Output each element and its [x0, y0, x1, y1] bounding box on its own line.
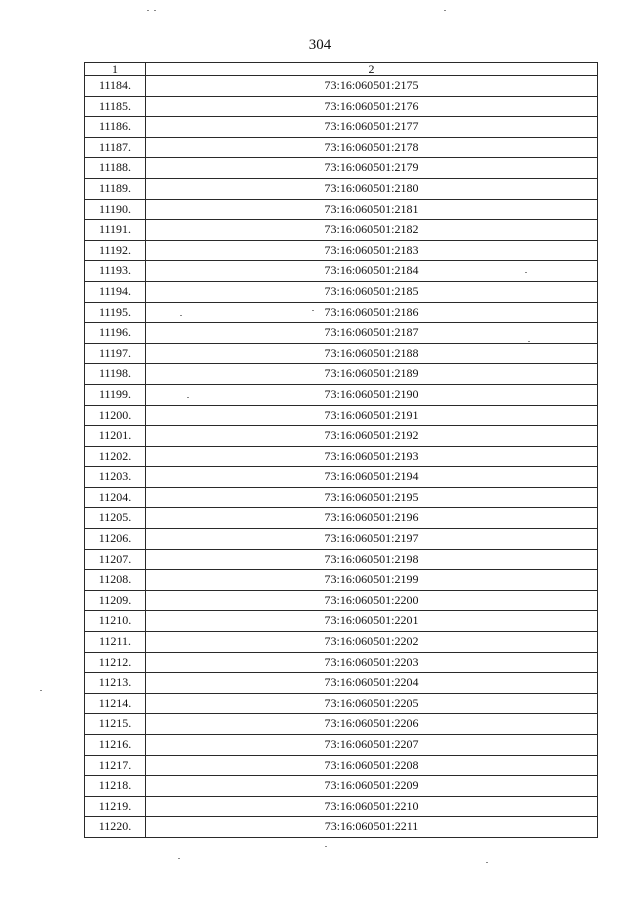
- cadastral-number: 73:16:060501:2193: [146, 446, 598, 467]
- cadastral-number: 73:16:060501:2204: [146, 673, 598, 694]
- cadastral-number: 73:16:060501:2203: [146, 652, 598, 673]
- table-row: [85, 508, 598, 529]
- cadastral-number: 73:16:060501:2190: [146, 384, 598, 405]
- table-row: [85, 611, 598, 632]
- row-index: 11190.: [85, 199, 146, 220]
- cadastral-number: 73:16:060501:2188: [146, 343, 598, 364]
- row-index: 11205.: [85, 508, 146, 529]
- row-index: 11214.: [85, 693, 146, 714]
- scan-speck: [154, 10, 156, 11]
- column-header-index: 1: [85, 63, 146, 76]
- cadastral-number: 73:16:060501:2200: [146, 590, 598, 611]
- cadastral-number: 73:16:060501:2208: [146, 755, 598, 776]
- cadastral-number: 73:16:060501:2181: [146, 199, 598, 220]
- cadastral-number: 73:16:060501:2185: [146, 281, 598, 302]
- table-row: [85, 158, 598, 179]
- cadastral-number: 73:16:060501:2199: [146, 570, 598, 591]
- table-row: [85, 590, 598, 611]
- row-index: 11216.: [85, 735, 146, 756]
- header-row: [85, 63, 598, 76]
- table-row: [85, 323, 598, 344]
- cadastral-number: 73:16:060501:2191: [146, 405, 598, 426]
- scan-speck: [525, 272, 527, 273]
- row-index: 11196.: [85, 323, 146, 344]
- row-index: 11219.: [85, 796, 146, 817]
- scan-speck: [444, 10, 446, 11]
- scan-speck: [178, 858, 180, 859]
- row-index: 11208.: [85, 570, 146, 591]
- cadastral-number: 73:16:060501:2198: [146, 549, 598, 570]
- row-index: 11213.: [85, 673, 146, 694]
- cadastral-number: 73:16:060501:2207: [146, 735, 598, 756]
- row-index: 11188.: [85, 158, 146, 179]
- row-index: 11201.: [85, 426, 146, 447]
- row-index: 11206.: [85, 529, 146, 550]
- table-row: [85, 549, 598, 570]
- table-row: [85, 281, 598, 302]
- scan-speck: [528, 341, 530, 342]
- cadastral-number: 73:16:060501:2182: [146, 220, 598, 241]
- table-row: [85, 199, 598, 220]
- cadastral-number: 73:16:060501:2189: [146, 364, 598, 385]
- table-row: [85, 137, 598, 158]
- table-row: [85, 302, 598, 323]
- cadastral-number: 73:16:060501:2192: [146, 426, 598, 447]
- cadastral-number: 73:16:060501:2180: [146, 178, 598, 199]
- table-row: [85, 364, 598, 385]
- scan-speck: [486, 862, 488, 863]
- table-row: [85, 817, 598, 838]
- row-index: 11197.: [85, 343, 146, 364]
- table-row: [85, 220, 598, 241]
- table-row: [85, 446, 598, 467]
- scan-speck: [180, 315, 182, 316]
- row-index: 11220.: [85, 817, 146, 838]
- row-index: 11191.: [85, 220, 146, 241]
- cadastral-number: 73:16:060501:2178: [146, 137, 598, 158]
- row-index: 11202.: [85, 446, 146, 467]
- cadastral-number: 73:16:060501:2210: [146, 796, 598, 817]
- scan-speck: [325, 846, 327, 847]
- cadastral-number: 73:16:060501:2197: [146, 529, 598, 550]
- cadastral-number: 73:16:060501:2186: [146, 302, 598, 323]
- scan-speck: [147, 10, 149, 11]
- cadastral-number: 73:16:060501:2201: [146, 611, 598, 632]
- row-index: 11193.: [85, 261, 146, 282]
- row-index: 11195.: [85, 302, 146, 323]
- table-body: [85, 76, 598, 838]
- cadastral-number: 73:16:060501:2205: [146, 693, 598, 714]
- table-row: [85, 570, 598, 591]
- scan-speck: [187, 397, 189, 398]
- table-row: [85, 240, 598, 261]
- row-index: 11207.: [85, 549, 146, 570]
- row-index: 11192.: [85, 240, 146, 261]
- scan-speck: [312, 310, 314, 311]
- cadastral-number: 73:16:060501:2184: [146, 261, 598, 282]
- row-index: 11200.: [85, 405, 146, 426]
- cadastral-number: 73:16:060501:2209: [146, 776, 598, 797]
- table-row: [85, 776, 598, 797]
- table-row: [85, 652, 598, 673]
- row-index: 11212.: [85, 652, 146, 673]
- row-index: 11189.: [85, 178, 146, 199]
- row-index: 11187.: [85, 137, 146, 158]
- table-row: [85, 467, 598, 488]
- row-index: 11218.: [85, 776, 146, 797]
- row-index: 11210.: [85, 611, 146, 632]
- row-index: 11198.: [85, 364, 146, 385]
- row-index: 11184.: [85, 76, 146, 97]
- table-row: [85, 117, 598, 138]
- table-row: [85, 426, 598, 447]
- cadastral-number: 73:16:060501:2175: [146, 76, 598, 97]
- cadastral-number: 73:16:060501:2177: [146, 117, 598, 138]
- row-index: 11211.: [85, 632, 146, 653]
- row-index: 11194.: [85, 281, 146, 302]
- table-header: [85, 63, 598, 76]
- table-row: [85, 76, 598, 97]
- row-index: 11199.: [85, 384, 146, 405]
- table-row: [85, 487, 598, 508]
- cadastral-number: 73:16:060501:2179: [146, 158, 598, 179]
- table-row: [85, 796, 598, 817]
- table-row: [85, 343, 598, 364]
- table-row: [85, 261, 598, 282]
- cadastral-number: 73:16:060501:2211: [146, 817, 598, 838]
- cadastral-number: 73:16:060501:2187: [146, 323, 598, 344]
- row-index: 11185.: [85, 96, 146, 117]
- cadastral-number: 73:16:060501:2196: [146, 508, 598, 529]
- row-index: 11203.: [85, 467, 146, 488]
- table-row: [85, 384, 598, 405]
- table-row: [85, 632, 598, 653]
- table-row: [85, 693, 598, 714]
- cadastral-number-table: [84, 62, 598, 838]
- table-row: [85, 755, 598, 776]
- row-index: 11215.: [85, 714, 146, 735]
- page-number: 304: [308, 37, 332, 53]
- cadastral-number: 73:16:060501:2195: [146, 487, 598, 508]
- cadastral-number: 73:16:060501:2194: [146, 467, 598, 488]
- table-row: [85, 405, 598, 426]
- row-index: 11209.: [85, 590, 146, 611]
- cadastral-number: 73:16:060501:2202: [146, 632, 598, 653]
- table-row: [85, 714, 598, 735]
- cadastral-number: 73:16:060501:2183: [146, 240, 598, 261]
- row-index: 11186.: [85, 117, 146, 138]
- row-index: 11204.: [85, 487, 146, 508]
- table-row: [85, 178, 598, 199]
- table-row: [85, 673, 598, 694]
- table-row: [85, 735, 598, 756]
- row-index: 11217.: [85, 755, 146, 776]
- cadastral-number: 73:16:060501:2206: [146, 714, 598, 735]
- column-header-cadastral-number: 2: [146, 63, 598, 76]
- table-row: [85, 529, 598, 550]
- table-row: [85, 96, 598, 117]
- scan-speck: [40, 690, 42, 691]
- cadastral-number: 73:16:060501:2176: [146, 96, 598, 117]
